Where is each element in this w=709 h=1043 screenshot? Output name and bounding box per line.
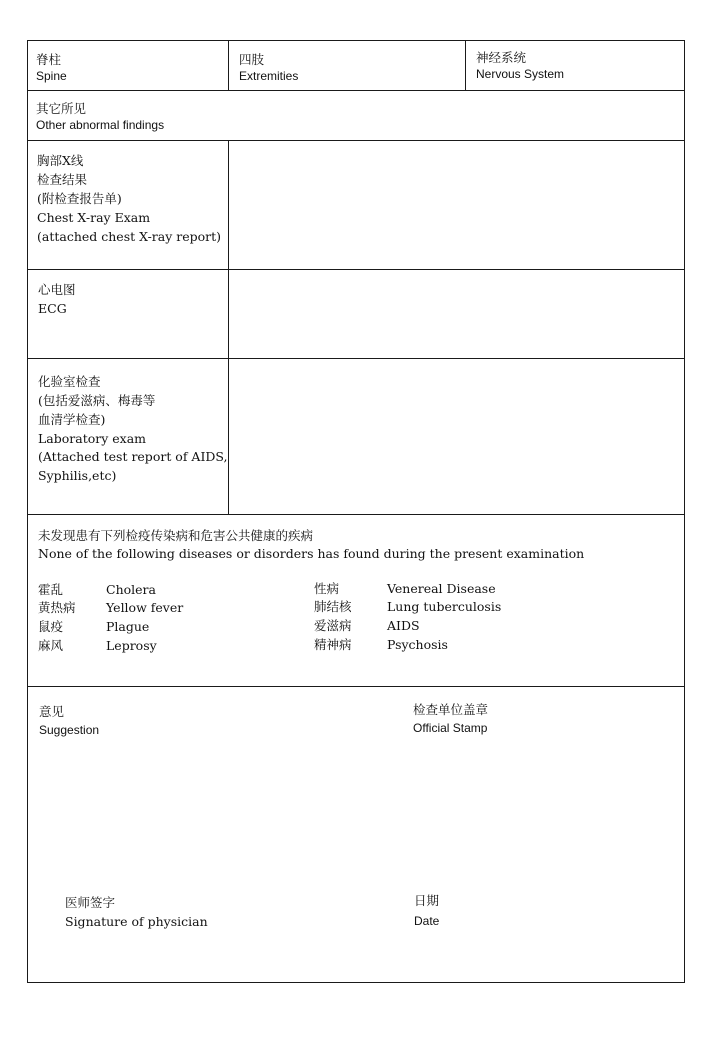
extremities-label-zh: 四肢: [239, 52, 265, 67]
spine-label-zh: 脊柱: [36, 52, 62, 67]
disease-zh: 黄热病: [38, 600, 76, 615]
rule-after-ecg: [27, 358, 685, 359]
disease-item: [314, 598, 502, 617]
lab-line4: Laboratory exam: [38, 431, 147, 446]
chest-xray-result-field[interactable]: [230, 142, 684, 268]
extremities-label-en: Extremities: [239, 69, 299, 83]
signature-label-zh: 医师签字: [65, 895, 116, 910]
date-label-zh: 日期: [414, 893, 440, 908]
disease-zh: 霍乱: [38, 582, 64, 597]
disease-en: Psychosis: [387, 637, 448, 652]
stamp-label-zh: 检查单位盖章: [413, 702, 489, 717]
disease-zh: 性病: [314, 581, 340, 596]
lab-line3: 血清学检查): [38, 412, 106, 427]
disease-item: [38, 599, 184, 618]
disease-item: [314, 580, 496, 599]
disease-en: Venereal Disease: [387, 581, 496, 596]
chest-xray-line3: (附检查报告单): [37, 191, 122, 206]
disease-en: Lung tuberculosis: [387, 599, 502, 614]
disease-en: Leprosy: [106, 638, 157, 653]
stamp-label-en: Official Stamp: [413, 721, 488, 735]
rule-header-col1: [228, 40, 229, 90]
signature-field[interactable]: [210, 905, 380, 931]
disease-item: [38, 618, 150, 637]
disease-item: [38, 637, 157, 656]
suggestion-label-en: Suggestion: [39, 723, 100, 737]
rule-after-lab: [27, 514, 685, 515]
disease-en: Yellow fever: [106, 600, 184, 615]
chest-xray-line2: 检查结果: [37, 172, 88, 187]
rule-after-other-findings: [27, 140, 685, 141]
disease-zh: 肺结核: [314, 599, 352, 614]
ecg-label-zh: 心电图: [38, 282, 76, 297]
lab-result-field[interactable]: [230, 360, 684, 513]
diseases-title-zh: 未发现患有下列检疫传染病和危害公共健康的疾病: [38, 528, 314, 543]
ecg-result-field[interactable]: [230, 271, 684, 357]
disease-item: [38, 581, 156, 600]
rule-header-col2: [465, 40, 466, 90]
official-stamp-area[interactable]: [413, 742, 673, 882]
disease-zh: 爱滋病: [314, 618, 352, 633]
other-findings-label-en: Other abnormal findings: [36, 118, 165, 132]
suggestion-label-zh: 意见: [39, 704, 65, 719]
chest-xray-line4: Chest X-ray Exam: [37, 210, 151, 225]
ecg-label-en: ECG: [38, 301, 67, 316]
date-label-en: Date: [414, 914, 440, 928]
lab-line5: (Attached test report of AIDS,: [38, 449, 228, 464]
lab-line1: 化验室检查: [38, 374, 101, 389]
date-field[interactable]: [450, 905, 650, 931]
disease-zh: 鼠疫: [38, 619, 64, 634]
diseases-title-en: None of the following diseases or disorders has found during the present examination: [38, 546, 585, 561]
rule-after-diseases: [27, 686, 685, 687]
disease-en: Cholera: [106, 582, 156, 597]
chest-xray-line5: (attached chest X-ray report): [37, 229, 222, 244]
disease-item: [314, 636, 448, 655]
lab-line2: (包括爱滋病、梅毒等: [38, 393, 156, 408]
chest-xray-line1: 胸部X线: [37, 153, 84, 168]
nervous-label-zh: 神经系统: [476, 50, 527, 65]
suggestion-field[interactable]: [39, 742, 379, 882]
disease-en: Plague: [106, 619, 150, 634]
rule-after-chest: [27, 269, 685, 270]
disease-zh: 麻风: [38, 638, 64, 653]
disease-zh: 精神病: [314, 637, 352, 652]
disease-en: AIDS: [387, 618, 420, 633]
rule-after-header: [27, 90, 685, 91]
signature-label-en: Signature of physician: [65, 914, 208, 929]
lab-line6: Syphilis,etc): [38, 468, 117, 483]
spine-label-en: Spine: [36, 69, 67, 83]
disease-item: [314, 617, 420, 636]
nervous-label-en: Nervous System: [476, 67, 565, 81]
rule-label-col: [228, 140, 229, 514]
other-findings-label-zh: 其它所见: [36, 101, 87, 116]
